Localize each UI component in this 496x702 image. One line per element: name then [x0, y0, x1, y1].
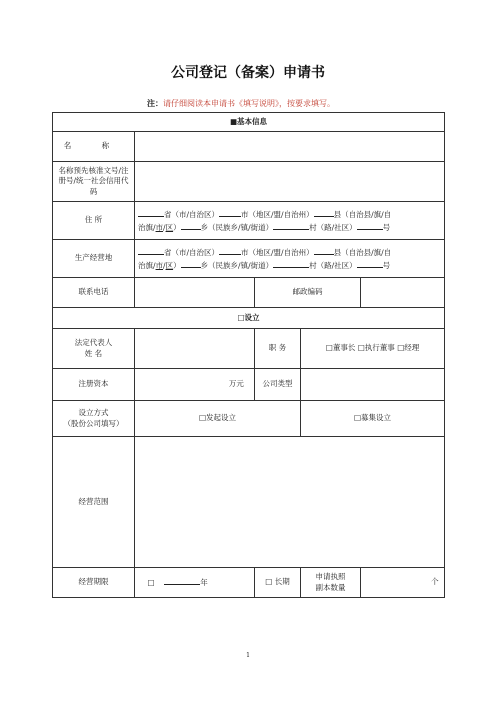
application-form: [52, 112, 445, 598]
prev-number-label: 名称预先核准文号/注册号/统一社会信用代码: [53, 162, 135, 202]
phone-label: 联系电话: [53, 278, 135, 308]
name-field[interactable]: [135, 132, 445, 162]
capital-label: 注册资本: [53, 369, 135, 401]
business-address-label: 生产经营地: [53, 240, 135, 278]
residence-label: 住 所: [53, 202, 135, 240]
business-scope-label: 经营范围: [53, 437, 135, 568]
legal-rep-label: 法定代表人 姓 名: [53, 329, 135, 369]
prev-number-field[interactable]: [135, 162, 445, 202]
residence-field[interactable]: 省（市/自治区） 市（地区/盟/自治州） 县（自治县/旗/自 治旗/市/区） 乡（民族乡/镇/街道） 村（路/社区） 号: [135, 202, 445, 240]
page-title: 公司登记（备案）申请书: [171, 65, 325, 81]
note-text: 请仔细阅读本申请书《填写说明》，按要求填写。: [163, 99, 335, 108]
copies-label: 申请执照 副本数量: [301, 568, 361, 598]
setup-method-label: 设立方式 （股份公司填写）: [53, 401, 135, 437]
term-long-option[interactable]: □ 长期: [255, 568, 301, 598]
setup-method-option-2[interactable]: □募集设立: [301, 401, 445, 437]
business-scope-field[interactable]: [135, 437, 445, 568]
business-address-field[interactable]: 省（市/自治区） 市（地区/盟/自治州） 县（自治县/旗/自 治旗/市/区） 乡（民族乡/镇/街道） 村（路/社区） 号: [135, 240, 445, 278]
term-field[interactable]: □ 年: [135, 568, 255, 598]
page-number: 1: [246, 652, 250, 659]
instruction-note: [147, 98, 335, 109]
capital-field[interactable]: 万元: [135, 369, 255, 401]
setup-method-option-1[interactable]: □发起设立: [135, 401, 301, 437]
section-basic-info: ■基本信息: [53, 113, 445, 132]
postal-label: 邮政编码: [255, 278, 361, 308]
phone-field[interactable]: [135, 278, 255, 308]
copies-field[interactable]: 个: [361, 568, 445, 598]
term-checkbox[interactable]: □: [147, 578, 155, 588]
section-setup: □设立: [53, 308, 445, 329]
legal-rep-field[interactable]: [135, 329, 255, 369]
company-type-label: 公司类型: [255, 369, 301, 401]
name-label: 名 称: [53, 132, 135, 162]
company-type-field[interactable]: [301, 369, 445, 401]
position-options[interactable]: □董事长 □执行董事 □经理: [301, 329, 445, 369]
position-label: 职 务: [255, 329, 301, 369]
term-label: 经营期限: [53, 568, 135, 598]
postal-field[interactable]: [361, 278, 445, 308]
note-prefix: 注：: [147, 99, 163, 108]
